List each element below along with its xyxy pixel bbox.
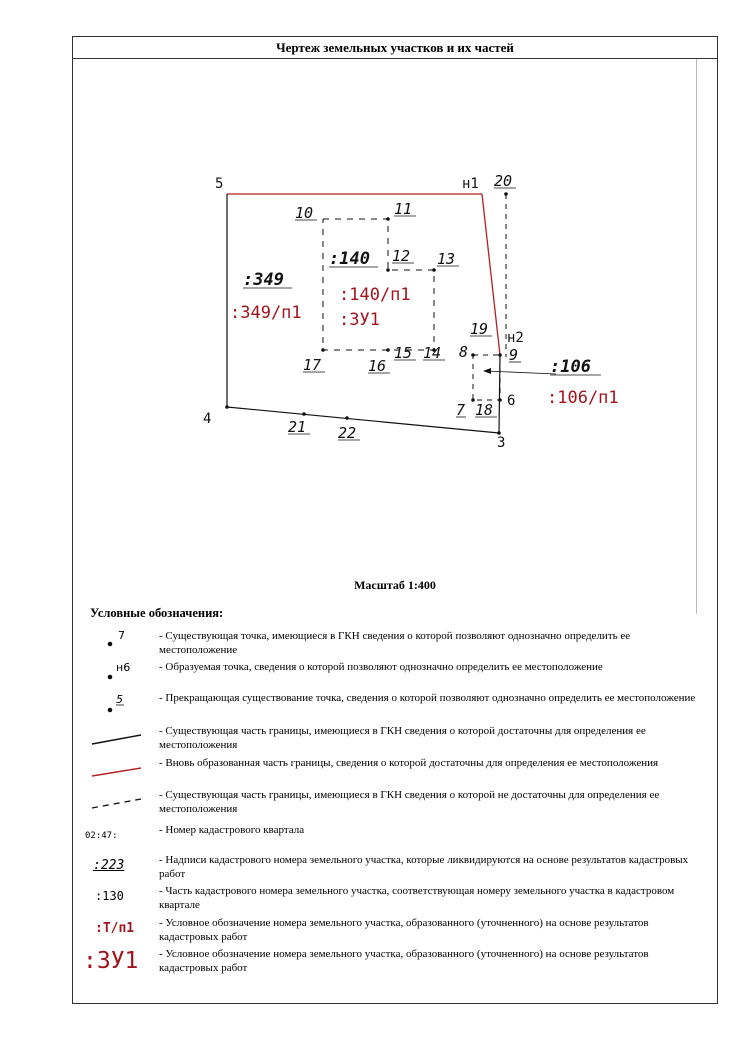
point-label-4: 4 [203,411,212,427]
legend-symbol-130: :130 [95,889,124,903]
legend-text: - Существующая часть границы, имеющиеся в ГКН сведения о которой достаточны для определения ее местоположения [159,725,646,751]
parcel-label-106: :106 [550,357,591,377]
point-label-7: 7 [456,401,466,419]
arrow-106 [486,371,556,374]
point-label-3: 3 [497,435,506,451]
point-label-17: 17 [303,356,322,374]
arrow-head [483,368,491,374]
legend-text: - Надписи кадастрового номера земельного участка, которые ликвидируются на основе результатов кадастровых работ [159,854,689,880]
legend-symbol-n6: н6 [116,661,131,674]
legend-symbol-5: 5 [116,693,123,706]
point-label-5: 5 [215,176,224,192]
point-label-22: 22 [338,424,357,442]
point-label-18: 18 [475,401,494,419]
legend-text: - Вновь образованная часть границы, сведения о которой достаточны для определения ее местоположения [159,757,659,769]
parcel-label-106-p1: :106/п1 [547,388,619,408]
legend-symbol-zu1: :ЗУ1 [83,948,139,974]
legend-title: Условные обозначения: [90,606,224,620]
point-label-21: 21 [288,418,307,436]
legend-text: - Прекращающая существование точка, сведения о которой позволяют однозначно определить ее местоположение [159,692,696,704]
point-label-n2: н2 [507,330,524,346]
document-title: Чертеж земельных участков и их частей [73,37,717,59]
point-label-15: 15 [394,344,413,362]
point-label-9: 9 [509,346,519,364]
point-label-8: 8 [459,343,469,361]
point-label-16: 16 [368,357,387,375]
legend-text: - Существующая часть границы, имеющиеся в ГКН сведения о которой не достаточны для определения ее местоположения [159,789,660,815]
parcel-label-zu1: :ЗУ1 [339,310,380,330]
legend-text: - Условное обозначение номера земельного участка, образованного (уточненного) на основе результатов кадастровых работ [159,948,649,974]
parcel-label-349-p1: :349/п1 [230,303,302,323]
legend-text: - Условное обозначение номера земельного участка, образованного (уточненного) на основе результатов кадастровых работ [159,917,649,943]
parcel-label-140-p1: :140/п1 [339,285,411,305]
scale-label: Масштаб 1:400 [354,578,436,592]
legend-symbol-tp1: :Т/п1 [95,921,135,936]
point-label-20: 20 [494,172,513,190]
point-label-14: 14 [423,344,442,362]
legend-symbol-quarter: 02:47: [85,831,118,841]
point-label-11: 11 [394,200,413,218]
point-label-10: 10 [295,204,314,222]
point-label-19: 19 [470,320,489,338]
legend-text: - Образуемая точка, сведения о которой позволяют однозначно определить ее местоположение [159,661,603,673]
legend-symbol-7: 7 [118,629,125,642]
point-label-13: 13 [437,250,456,268]
legend-text: - Существующая точка, имеющиеся в ГКН сведения о которой позволяют однозначно определить ее местоположение [159,630,631,656]
legend-text: - Номер кадастрового квартала [159,824,305,836]
parcel-label-349: :349 [243,270,284,290]
drawing-frame [72,36,718,1004]
point-label-12: 12 [392,247,411,265]
point-label-n1: н1 [462,176,479,192]
legend-symbol-223: :223 [93,858,125,873]
boundary-n2-3 [499,355,500,433]
part-106-boundary [473,355,500,400]
parcel-label-140: :140 [329,249,370,269]
point-label-6: 6 [507,393,516,409]
legend-text: - Часть кадастрового номера земельного участка, соответствующая номеру земельного участка в кадастровом квартале [159,885,675,911]
